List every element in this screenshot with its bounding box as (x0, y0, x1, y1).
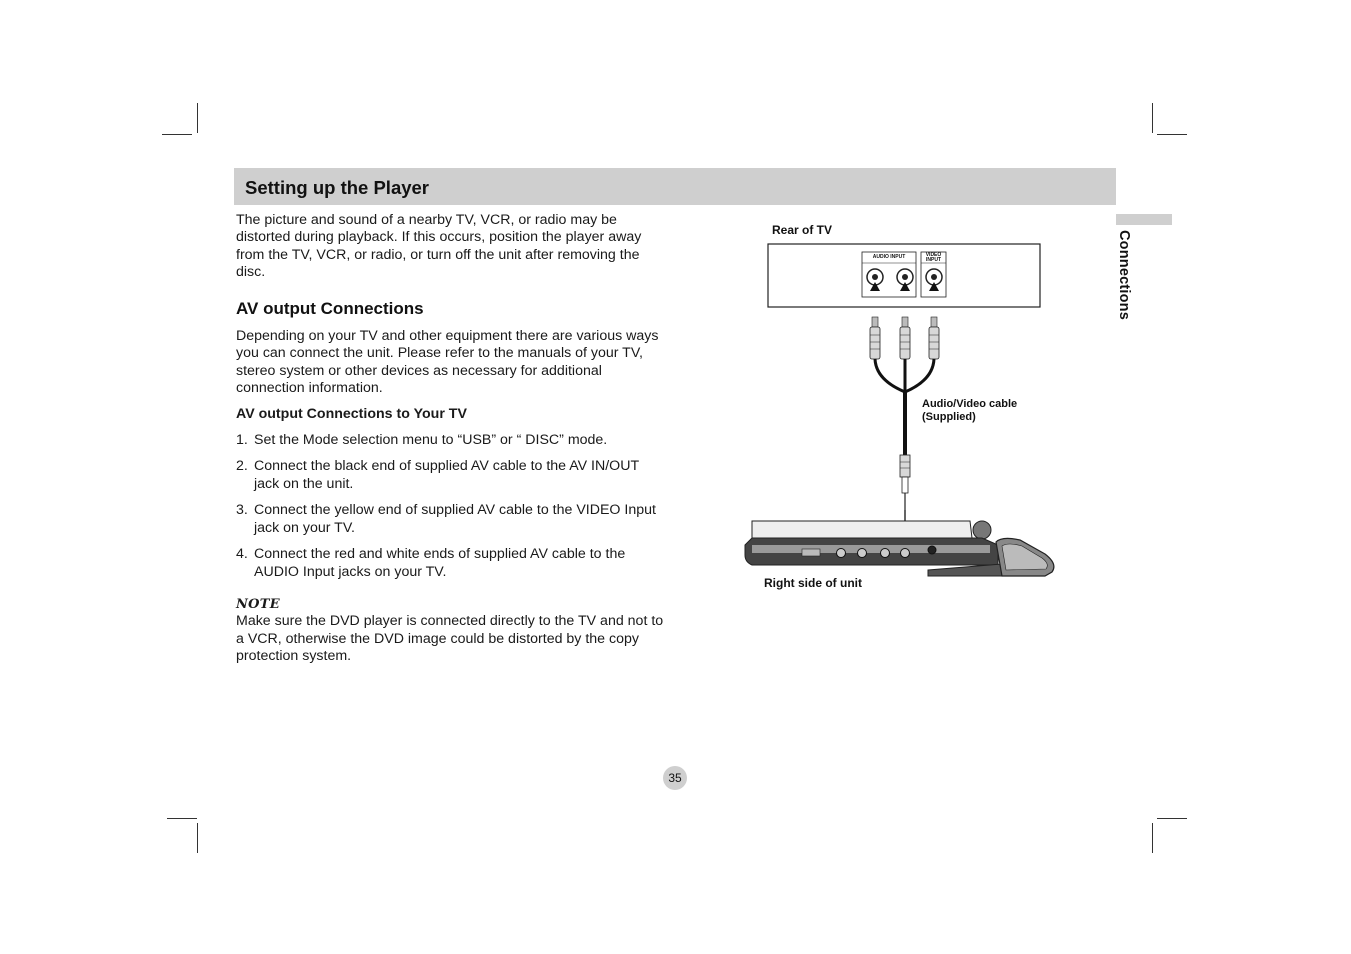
text-column (236, 212, 664, 666)
note-text: Make sure the DVD player is connected directly to the TV and not to a VCR, otherwise the DVD image could be distorted by the copy protection system. (236, 613, 664, 665)
rca-plug-left (870, 317, 880, 359)
crop-mark (1157, 818, 1187, 819)
crop-mark (1152, 103, 1153, 133)
side-tab-label: Connections (1116, 230, 1132, 321)
video-input-label-line2: INPUT (926, 257, 941, 263)
rear-of-tv-label: Rear of TV (772, 223, 833, 237)
cable-label-line2: (Supplied) (922, 411, 976, 423)
crop-mark (197, 823, 198, 853)
intro-paragraph: The picture and sound of a nearby TV, VCR, or radio may be distorted during playback. If this occurs, position the player away from the TV, VCR, or radio, or turn off the unit after removing the disc. (236, 212, 642, 281)
side-tab (1116, 214, 1172, 225)
list-item: 1. Set the Mode selection menu to “USB” or “ DISC” mode. (236, 432, 608, 449)
connection-diagram (740, 220, 1070, 600)
rca-plug-right (900, 317, 910, 359)
page-number: 35 (663, 766, 687, 790)
connection-diagram-art (740, 220, 1070, 600)
cable-label-line1: Audio/Video cable (922, 398, 1018, 410)
page-title: Setting up the Player (245, 177, 430, 198)
side-tab-label-box (1116, 230, 1138, 340)
crop-mark (1152, 823, 1153, 853)
section-paragraph: Depending on your TV and other equipment there are various ways you can connect the unit. Please refer to the manuals of your TV, stereo system or other devices as necessary for additional connection information. (236, 328, 659, 397)
audio-input-label: AUDIO INPUT (872, 254, 906, 260)
list-item: 4. Connect the red and white ends of supplied AV cable to the AUDIO Input jacks on your TV. (236, 546, 626, 580)
note-label: NOTE (236, 596, 280, 612)
rca-plug-video (929, 317, 939, 359)
steps-list (236, 432, 664, 581)
crop-mark (162, 134, 192, 135)
section-heading: AV output Connections (236, 298, 424, 318)
dvd-unit (745, 521, 1054, 576)
crop-mark (167, 818, 197, 819)
section-title-bar (234, 168, 1116, 205)
video-input-label-line1: VIDEO (925, 252, 942, 258)
subsection-heading: AV output Connections to Your TV (236, 405, 467, 422)
list-item: 2. Connect the black end of supplied AV cable to the AV IN/OUT jack on the unit. (236, 458, 639, 492)
crop-mark (1157, 134, 1187, 135)
crop-mark (197, 103, 198, 133)
list-item: 3. Connect the yellow end of supplied AV cable to the VIDEO Input jack on your TV. (236, 502, 656, 536)
right-side-label: Right side of unit (764, 576, 862, 590)
